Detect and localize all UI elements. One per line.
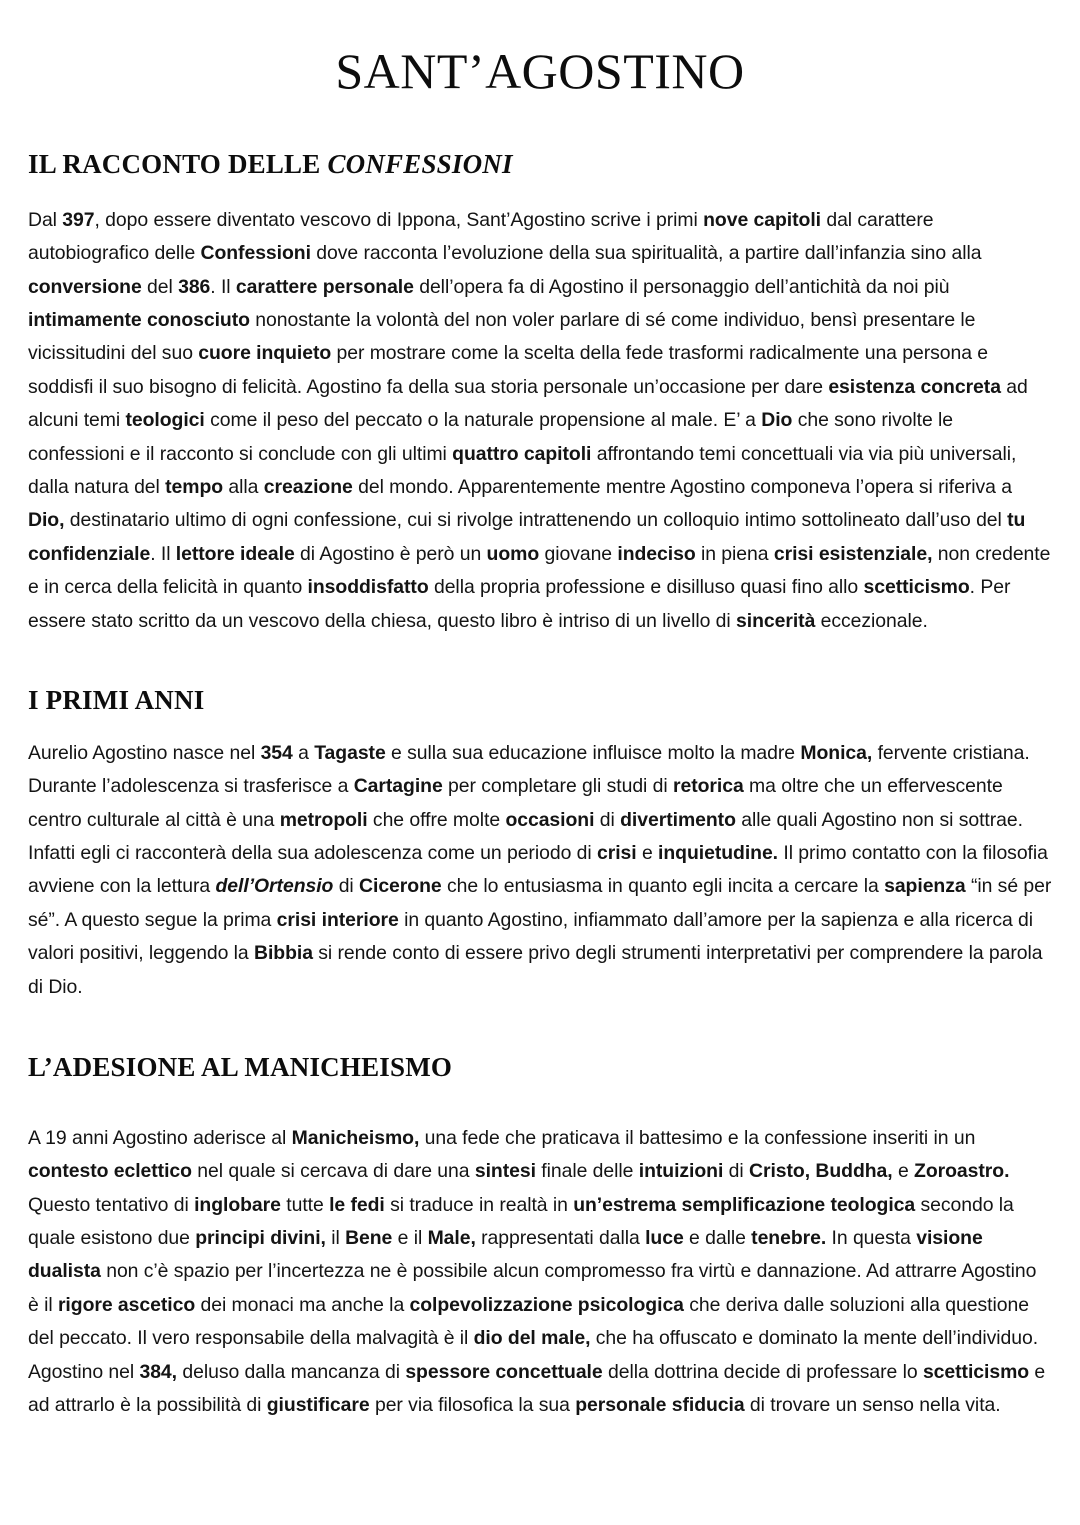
section-heading-1-italic: CONFESSIONI <box>327 149 513 179</box>
section-l-adesione-al-manicheismo <box>28 1051 1052 1422</box>
section-body-3: A 19 anni Agostino aderisce al Manicheismo, una fede che praticava il battesimo e la confessione inseriti in un contesto eclettico nel quale si cercava di dare una sintesi finale delle intuizioni di Cristo, Buddha, e Zoroastro. Questo tentativo di inglobare tutte le fedi si traduce in realtà in un’estrema semplificazione teologica secondo la quale esistono due principi divini, il Bene e il Male, rappresentati dalla luce e dalle tenebre. In questa visione dualista non c’è spazio per l’incertezza ne è possibile alcun compromesso fra virtù e dannazione. Ad attrarre Agostino è il rigore ascetico dei monaci ma anche la colpevolizzazione psicologica che deriva dalle soluzioni alla questione del peccato. Il vero responsabile della malvagità è il dio del male, che ha offuscato e dominato la mente dell’individuo. Agostino nel 384, deluso dalla mancanza di spessore concettuale della dottrina decide di professare lo scetticismo e ad attrarlo è la possibilità di giustificare per via filosofica la sua personale sfiducia di trovare un senso nella vita. <box>28 1126 1046 1417</box>
page-title: SANT’AGOSTINO <box>335 43 745 99</box>
section-heading-1-plain: IL RACCONTO DELLE <box>28 149 328 179</box>
section-i-primi-anni <box>28 684 1052 1004</box>
section-body-2: Aurelio Agostino nasce nel 354 a Tagaste e sulla sua educazione influisce molto la madre Monica, fervente cristiana. Durante l’adolescenza si trasferisce a Cartagine per completare gli studi di retorica ma oltre che un effervescente centro culturale al città è una metropoli che offre molte occasioni di divertimento alle quali Agostino non si sottrae. Infatti egli ci racconterà della sua adolescenza come un periodo di crisi e inquietudine. Il primo contatto con la filosofia avviene con la lettura dell’Ortensio di Cicerone che lo entusiasma in quanto egli incita a cercare la sapienza “in sé per sé”. A questo segue la prima crisi interiore in quanto Agostino, infiammato dall’amore per la sapienza e alla ricerca di valori positivi, leggendo la Bibbia si rende conto di essere privo degli strumenti interpretativi per comprendere la parola di Dio. <box>28 741 1052 998</box>
section-heading-2-plain: I PRIMI ANNI <box>28 685 205 716</box>
section-heading-3-plain: L’ADESIONE AL MANICHEISMO <box>28 1052 453 1083</box>
section-heading-3 <box>28 1051 1052 1085</box>
section-body-1: Dal 397, dopo essere diventato vescovo di Ippona, Sant’Agostino scrive i primi nove capitoli dal carattere autobiografico delle Confessioni dove racconta l’evoluzione della sua spiritualità, a partire dall’infanzia sino alla conversione del 386. Il carattere personale dell’opera fa di Agostino il personaggio dell’antichità da noi più intimamente conosciuto nonostante la volontà del non voler parlare di sé come individuo, bensì presentare le vicissitudini del suo cuore inquieto per mostrare come la scelta della fede trasformi radicalmente una persona e soddisfi il suo bisogno di felicità. Agostino fa della sua storia personale un’occasione per dare esistenza concreta ad alcuni temi teologici come il peso del peccato o la naturale propensione al male. E’ a Dio che sono rivolte le confessioni e il racconto si conclude con gli ultimi quattro capitoli affrontando temi concettuali via via più universali, dalla natura del tempo alla creazione del mondo. Apparentemente mentre Agostino componeva l’opera si riferiva a Dio, destinatario ultimo di ogni confessione, cui si rivolge intrattenendo un colloquio intimo sottolineato dall’uso del tu confidenziale. Il lettore ideale di Agostino è però un uomo giovane indeciso in piena crisi esistenziale, non credente e in cerca della felicità in quanto insoddisfatto della propria professione e disilluso quasi fino allo scetticismo. Per essere stato scritto da un vescovo della chiesa, questo libro è intriso di un livello di sincerità eccezionale. <box>28 208 1051 632</box>
section-heading-2 <box>28 684 1052 718</box>
section-heading-1 <box>28 148 1052 182</box>
section-il-racconto-delle-confessioni <box>28 148 1052 638</box>
